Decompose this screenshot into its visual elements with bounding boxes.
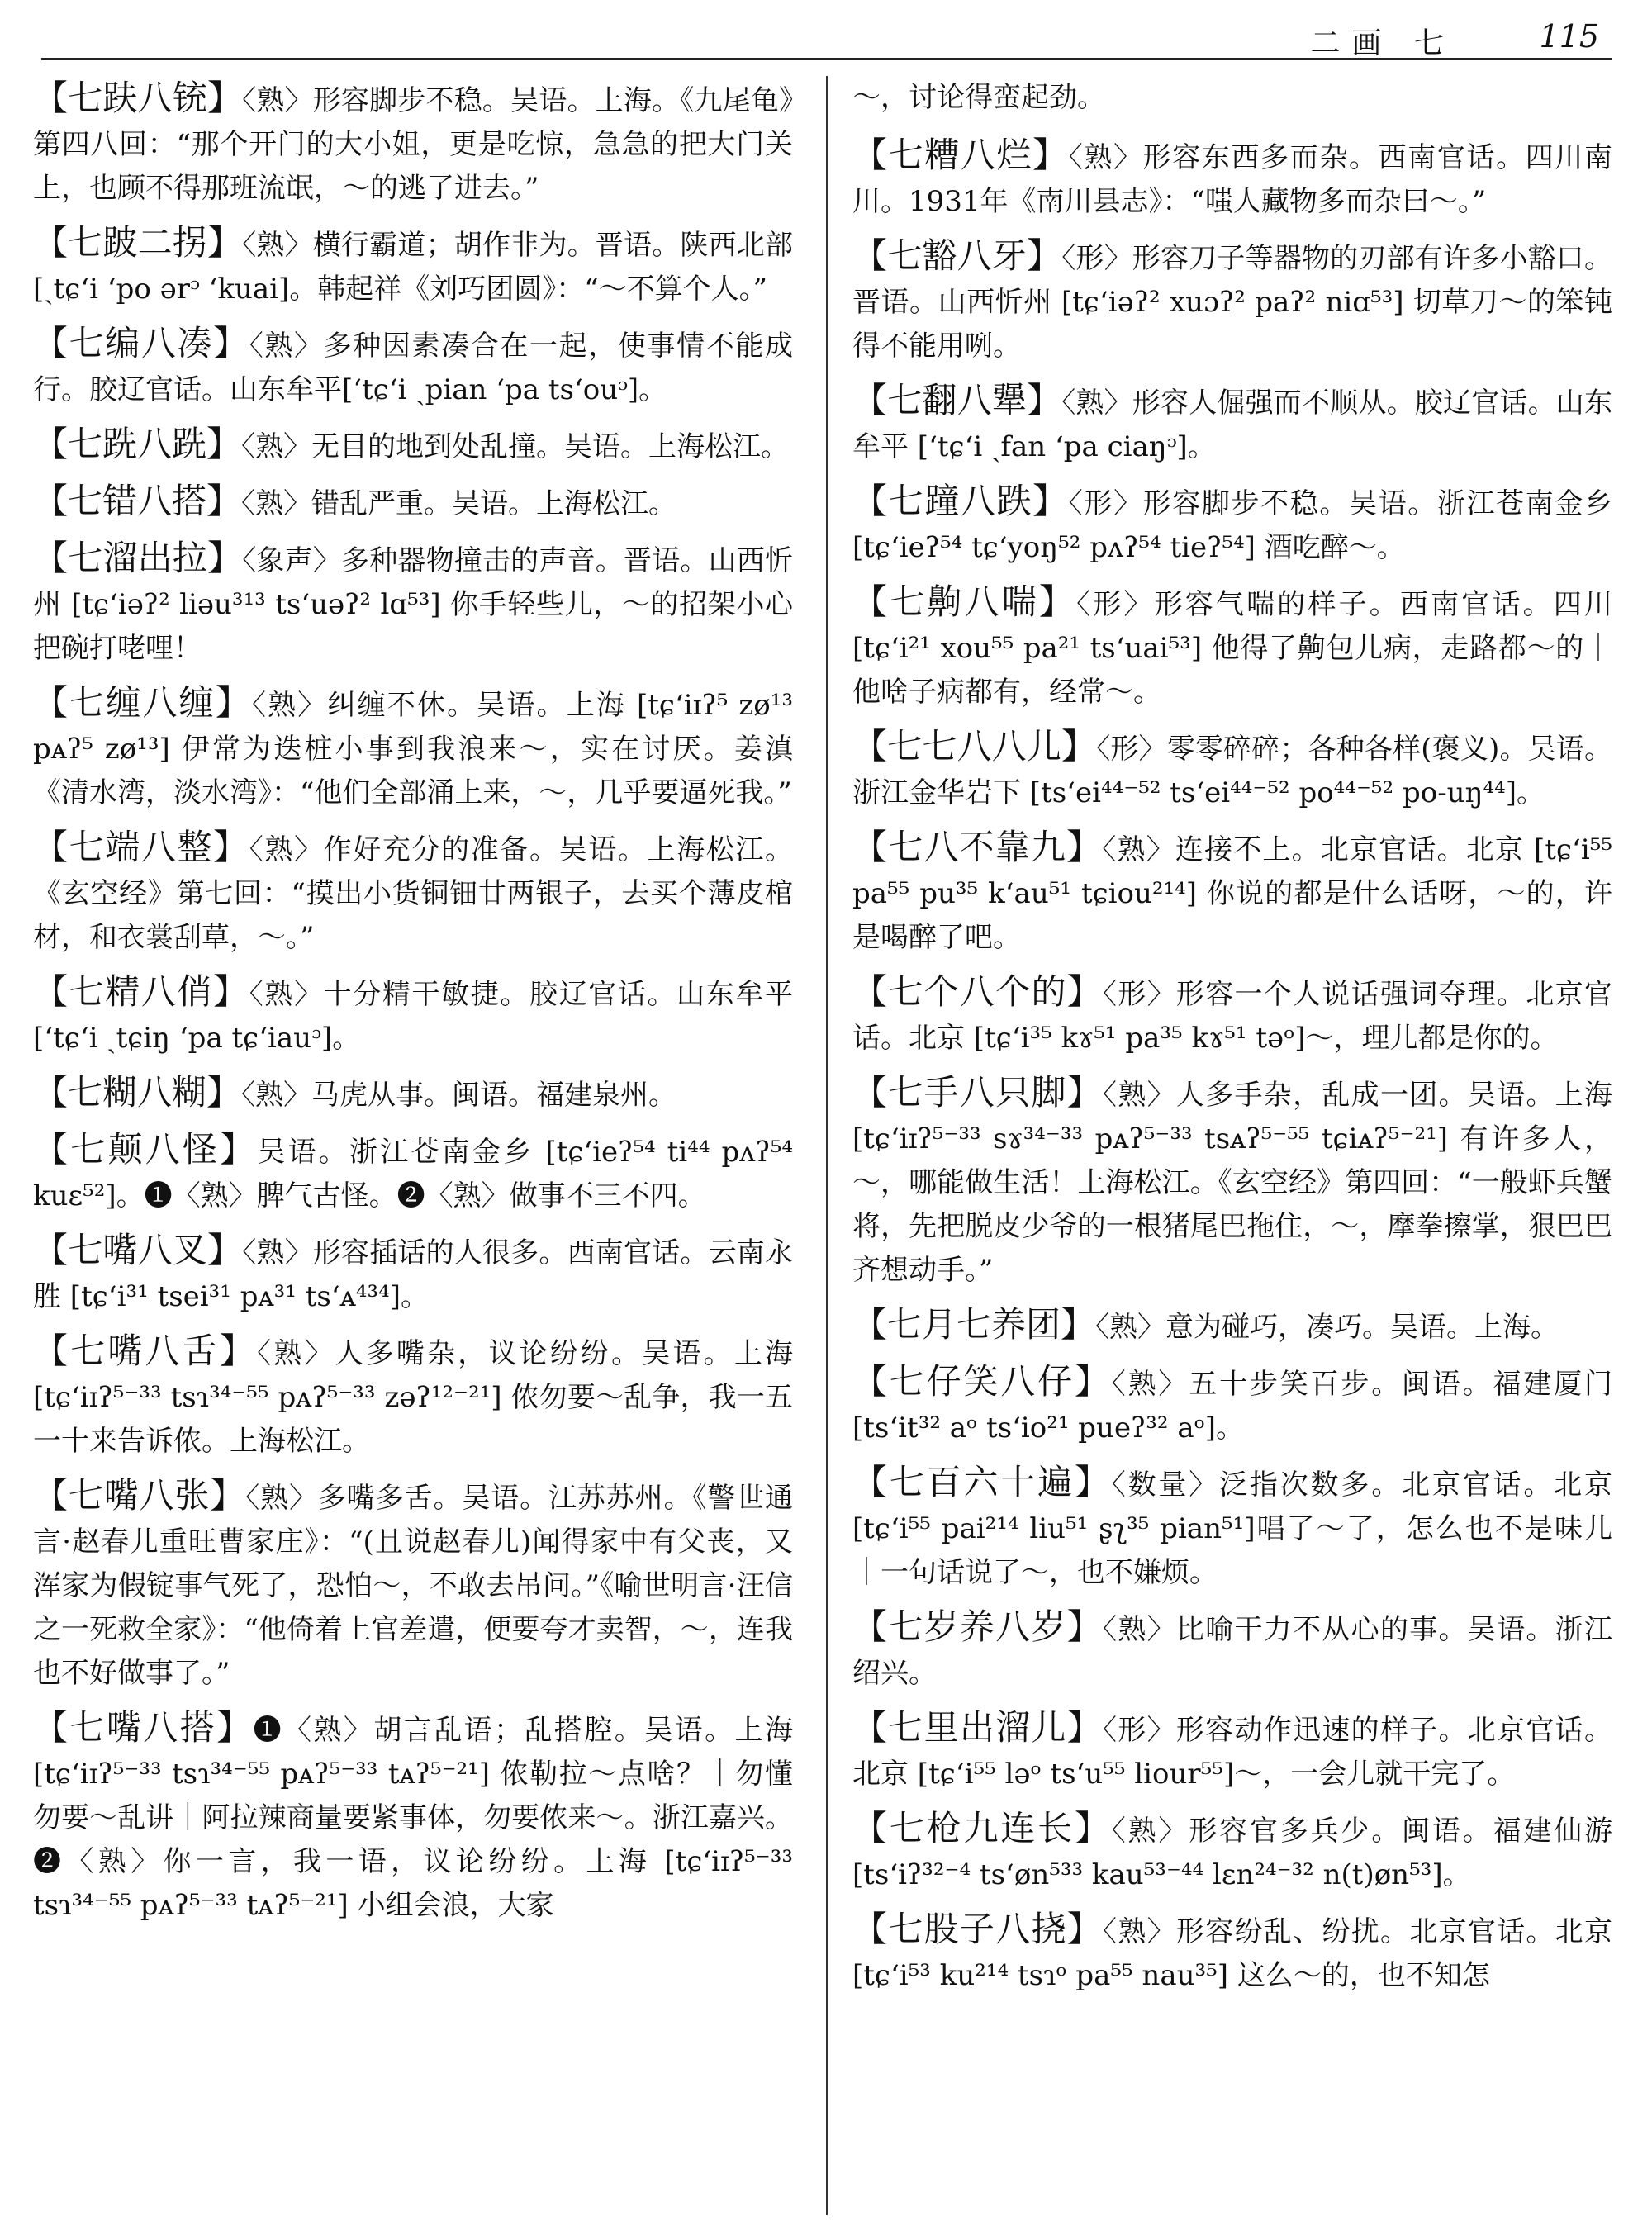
entry-headword: 【 七仔笑八仔 】 bbox=[852, 1361, 1112, 1402]
entry-definition: 〈熟〉意为碰巧，凑巧。吴语。上海。 bbox=[1095, 1311, 1559, 1344]
entry-headword: 【 七颠八怪 】 bbox=[33, 1129, 257, 1170]
entry-definition: 〈形〉形容气喘的样子。西南官话。四川 [tɕʻi²¹ xou⁵⁵ pa²¹ tsʻuai⁵³] 他得了齁包儿病，走路都～的｜他啥子病都有，经常～。 bbox=[852, 588, 1612, 709]
entry-definition: 〈熟〉形容官多兵少。闽语。福建仙游 [tsʻiʔ³²⁻⁴ tsʻøn⁵³³ kau⁵³⁻⁴⁴ lɛn²⁴⁻³² n(t)øn⁵³]。 bbox=[852, 1815, 1612, 1891]
page-header bbox=[41, 15, 1612, 60]
dictionary-entry bbox=[33, 536, 793, 671]
entry-headword: 【 七七八八儿 】 bbox=[852, 726, 1096, 766]
dictionary-entry bbox=[33, 422, 793, 469]
dictionary-entry bbox=[852, 1907, 1612, 1998]
dictionary-entry bbox=[33, 681, 793, 815]
entry-headword: 【 七豁八牙 】 bbox=[852, 235, 1061, 276]
entry-headword: 【 七月七养团 】 bbox=[852, 1304, 1095, 1345]
entry-definition: 吴语。浙江苍南金乡 [tɕʻieʔ⁵⁴ ti⁴⁴ pʌʔ⁵⁴ kuɛ⁵²]。❶〈熟〉脾气古怪。❷〈熟〉做事不三不四。 bbox=[33, 1136, 793, 1212]
entry-definition: 〈熟〉十分精干敏捷。胶辽官话。山东牟平[ʻtɕʻi ˏtɕiŋ ʻpa tɕʻiauᵓ]。 bbox=[33, 978, 793, 1055]
entry-headword: 【 七嘴八张 】 bbox=[33, 1475, 245, 1516]
entry-headword: 【 七嘴八叉 】 bbox=[33, 1230, 242, 1270]
entry-headword: 【 七八不靠九 】 bbox=[852, 827, 1102, 867]
right-column bbox=[852, 76, 1612, 2207]
dictionary-entry bbox=[33, 1706, 793, 1928]
entry-definition: 〈熟〉作好充分的准备。吴语。上海松江。《玄空经》第七回：“摸出小货铜钿廿两银子，去买个薄皮棺材，和衣裳刮草，～。” bbox=[33, 833, 793, 954]
entry-definition: 〈熟〉形容脚步不稳。吴语。上海。《九尾龟》第四八回：“那个开门的大小姐，更是吃惊，急急的把大门关上，也顾不得那班流氓，～的逃了进去。” bbox=[33, 84, 793, 205]
dictionary-entry bbox=[852, 970, 1612, 1060]
entry-definition: 〈熟〉横行霸道；胡作非为。晋语。陕西北部[ˏtɕʻi ʻpo ərᵓ ʻkuai]。韩起祥《刘巧团圆》：“～不算个人。” bbox=[33, 229, 793, 306]
entry-definition: 〈形〉零零碎碎；各种各样(褒义)。吴语。浙江金华岩下 [tsʻei⁴⁴⁻⁵² tsʻei⁴⁴⁻⁵² po⁴⁴⁻⁵² po-uŋ⁴⁴]。 bbox=[852, 733, 1612, 809]
entry-definition: 〈形〉形容动作迅速的样子。北京官话。北京 [tɕʻi⁵⁵ ləᵒ tsʻu⁵⁵ liour⁵⁵]～，一会儿就干完了。 bbox=[852, 1714, 1612, 1791]
entry-headword: 【 七错八搭 】 bbox=[33, 481, 241, 521]
section-title: 二画 七 bbox=[1310, 26, 1455, 60]
dictionary-entry bbox=[33, 76, 793, 211]
dictionary-entry bbox=[852, 1605, 1612, 1696]
column-divider bbox=[826, 76, 828, 2215]
entry-headword: 【 七个八个的 】 bbox=[852, 971, 1103, 1012]
entry-headword: 【 七岁养八岁 】 bbox=[852, 1606, 1103, 1647]
dictionary-entry bbox=[852, 825, 1612, 960]
entry-headword: 【 七股子八挠 】 bbox=[852, 1909, 1103, 1949]
dictionary-entry bbox=[33, 221, 793, 311]
entry-headword: 【 七缠八缠 】 bbox=[33, 682, 252, 723]
entry-definition: 〈形〉形容脚步不稳。吴语。浙江苍南金乡 [tɕʻieʔ⁵⁴ tɕʻyoŋ⁵² pʌʔ⁵⁴ tieʔ⁵⁴] 酒吃醉～。 bbox=[852, 487, 1612, 564]
dictionary-entry bbox=[852, 234, 1612, 368]
dictionary-entry bbox=[33, 1473, 793, 1696]
dictionary-entry bbox=[852, 724, 1612, 815]
entry-headword: 【 七手八只脚 】 bbox=[852, 1072, 1103, 1113]
dictionary-entry bbox=[852, 378, 1612, 469]
entry-definition: 〈熟〉多嘴多舌。吴语。江苏苏州。《警世通言·赵春儿重旺曹家庄》：“(且说赵春儿)闻得家中有父丧，又浑家为假锭事气死了，恐怕～，不敢去吊问。”《喻世明言·汪信之一死救全家》：“他倚着上官差遣，便要夸才卖智，～，连我也不好做事了。” bbox=[33, 1482, 793, 1690]
page-number: 115 bbox=[1539, 18, 1599, 55]
entry-definition: 〈熟〉无目的地到处乱撞。吴语。上海松江。 bbox=[241, 430, 790, 463]
dictionary-entry bbox=[33, 970, 793, 1060]
continuation-text: ～，讨论得蛮起劲。 bbox=[852, 81, 1105, 114]
entry-headword: 【 七嘴八舌 】 bbox=[33, 1331, 257, 1371]
dictionary-entry bbox=[33, 1228, 793, 1319]
dictionary-entry bbox=[33, 479, 793, 526]
entry-headword: 【 七齁八喘 】 bbox=[852, 581, 1076, 622]
dictionary-entry bbox=[33, 321, 793, 412]
entry-definition: 〈熟〉纠缠不休。吴语。上海 [tɕʻiɪʔ⁵ zø¹³ pᴀʔ⁵ zø¹³] 伊常为迭桩小事到我浪来～，实在讨厌。姜滇《清水湾，淡水湾》：“他们全部涌上来，～，几乎要逼死我。” bbox=[33, 689, 793, 809]
entry-definition: 〈熟〉形容插话的人很多。西南官话。云南永胜 [tɕʻi³¹ tsei³¹ pᴀ³¹ tsʻᴀ⁴³⁴]。 bbox=[33, 1236, 793, 1313]
dictionary-entry bbox=[852, 1706, 1612, 1796]
entry-definition: 〈形〉形容刀子等器物的刃部有许多小豁口。晋语。山西忻州 [tɕʻiəʔ² xuɔʔ² paʔ² niɑ⁵³] 切草刀～的笨钝得不能用咧。 bbox=[852, 242, 1612, 363]
entry-definition: 〈熟〉人多嘴杂，议论纷纷。吴语。上海 [tɕʻiɪʔ⁵⁻³³ tsɿ³⁴⁻⁵⁵ pᴀʔ⁵⁻³³ zəʔ¹²⁻²¹] 侬勿要～乱争，我一五一十来告诉侬。上海松江。 bbox=[33, 1337, 793, 1458]
entry-definition: 〈数量〉泛指次数多。北京官话。北京 [tɕʻi⁵⁵ pai²¹⁴ liu⁵¹ ʂʅ³⁵ pian⁵¹]唱了～了，怎么也不是味儿｜一句话说了～，也不嫌烦。 bbox=[852, 1468, 1612, 1589]
entry-definition: 〈熟〉形容人倔强而不顺从。胶辽官话。山东牟平 [ʻtɕʻi ˏfan ʻpa ciaŋᵓ]。 bbox=[852, 387, 1612, 463]
left-column bbox=[33, 76, 793, 2207]
entry-headword: 【 七糟八烂 】 bbox=[852, 135, 1069, 175]
entry-headword: 【 七跣八跣 】 bbox=[33, 424, 241, 464]
entry-definition: 〈熟〉多种因素凑合在一起，使事情不能成行。胶辽官话。山东牟平[ʻtɕʻi ˏpian ʻpa tsʻouᵓ]。 bbox=[33, 330, 793, 406]
dictionary-entry bbox=[33, 1127, 793, 1218]
entry-definition: 〈熟〉形容东西多而杂。西南官话。四川南川。1931年《南川县志》：“嗤人藏物多而杂曰～。” bbox=[852, 141, 1612, 218]
entry-definition: 〈熟〉错乱严重。吴语。上海松江。 bbox=[241, 487, 677, 520]
entry-definition: 〈形〉形容一个人说话强词夺理。北京官话。北京 [tɕʻi³⁵ kɤ⁵¹ pa³⁵ kɤ⁵¹ təᵒ]～，理儿都是你的。 bbox=[852, 978, 1612, 1055]
entry-headword: 【 七编八凑 】 bbox=[33, 323, 249, 363]
dictionary-entry bbox=[852, 580, 1612, 714]
entry-definition: 〈象声〉多种器物撞击的声音。晋语。山西忻州 [tɕʻiəʔ² liəu³¹³ tsʻuəʔ² lɑ⁵³] 你手轻些儿，～的招架小心把碗打咾哩！ bbox=[33, 544, 793, 665]
entry-definition: 〈熟〉五十步笑百步。闽语。福建厦门 [tsʻit³² aᵒ tsʻio²¹ pueʔ³² aᵒ]。 bbox=[852, 1368, 1612, 1445]
dictionary-entry bbox=[852, 133, 1612, 224]
entry-headword: 【 七枪九连长 】 bbox=[852, 1808, 1112, 1848]
entry-definition: 〈熟〉人多手杂，乱成一团。吴语。上海 [tɕʻiɪʔ⁵⁻³³ sɤ³⁴⁻³³ pᴀʔ⁵⁻³³ tsᴀʔ⁵⁻⁵⁵ tɕiᴀʔ⁵⁻²¹] 有许多人，～，哪能做生活！上海松江。《玄空经》第四回：“一般虾兵蟹将，先把脱皮少爷的一根猪尾巴拖住，～，摩拳擦掌，狠巴巴齐想动手。” bbox=[852, 1079, 1612, 1287]
entry-headword: 【 七跛二拐 】 bbox=[33, 222, 242, 263]
entry-headword: 【 七溜出拉 】 bbox=[33, 538, 242, 578]
dictionary-entry bbox=[33, 825, 793, 960]
dictionary-entry bbox=[852, 1359, 1612, 1450]
entry-headword: 【 七趺八铳 】 bbox=[33, 78, 242, 118]
entry-headword: 【 七蹱八跌 】 bbox=[852, 481, 1069, 521]
dictionary-entry bbox=[33, 1070, 793, 1117]
entry-definition: 〈熟〉连接不上。北京官话。北京 [tɕʻi⁵⁵ pa⁵⁵ pu³⁵ kʻau⁵¹ tɕiou²¹⁴] 你说的都是什么话呀，～的，许是喝醉了吧。 bbox=[852, 833, 1612, 954]
dictionary-entry bbox=[852, 1070, 1612, 1293]
entry-headword: 【 七嘴八搭 】 bbox=[33, 1707, 254, 1748]
entry-definition: ❶〈熟〉胡言乱语；乱搭腔。吴语。上海 [tɕʻiɪʔ⁵⁻³³ tsɿ³⁴⁻⁵⁵ pᴀʔ⁵⁻³³ tᴀʔ⁵⁻²¹] 侬勒拉～点啥？｜勿懂勿要～乱讲｜阿拉辣商量要紧事体，勿要侬来～。浙江嘉兴。❷〈熟〉你一言，我一语，议论纷纷。上海 [tɕʻiɪʔ⁵⁻³³ tsɿ³⁴⁻⁵⁵ pᴀʔ⁵⁻³³ tᴀʔ⁵⁻²¹] 小组会浪，大家 bbox=[33, 1714, 793, 1922]
entry-headword: 【 七糊八糊 】 bbox=[33, 1072, 241, 1113]
entry-definition: 〈熟〉比喻干力不从心的事。吴语。浙江绍兴。 bbox=[852, 1613, 1612, 1690]
entry-headword: 【 七百六十遍 】 bbox=[852, 1462, 1112, 1502]
dictionary-entry bbox=[852, 1460, 1612, 1595]
entry-headword: 【 七精八俏 】 bbox=[33, 971, 249, 1012]
entry-headword: 【 七里出溜儿 】 bbox=[852, 1707, 1103, 1748]
entry-definition: 〈熟〉形容纷乱、纷扰。北京官话。北京 [tɕʻi⁵³ ku²¹⁴ tsɿᵒ pa⁵⁵ nau³⁵] 这么～的，也不知怎 bbox=[852, 1915, 1612, 1992]
entry-headword: 【 七翻八犟 】 bbox=[852, 380, 1061, 420]
entry-definition: 〈熟〉马虎从事。闽语。福建泉州。 bbox=[241, 1079, 677, 1112]
dictionary-entry bbox=[852, 479, 1612, 570]
dictionary-entry bbox=[852, 1302, 1612, 1350]
dictionary-entry bbox=[33, 1329, 793, 1464]
entry-headword: 【 七端八整 】 bbox=[33, 827, 249, 867]
dictionary-entry bbox=[852, 1806, 1612, 1897]
